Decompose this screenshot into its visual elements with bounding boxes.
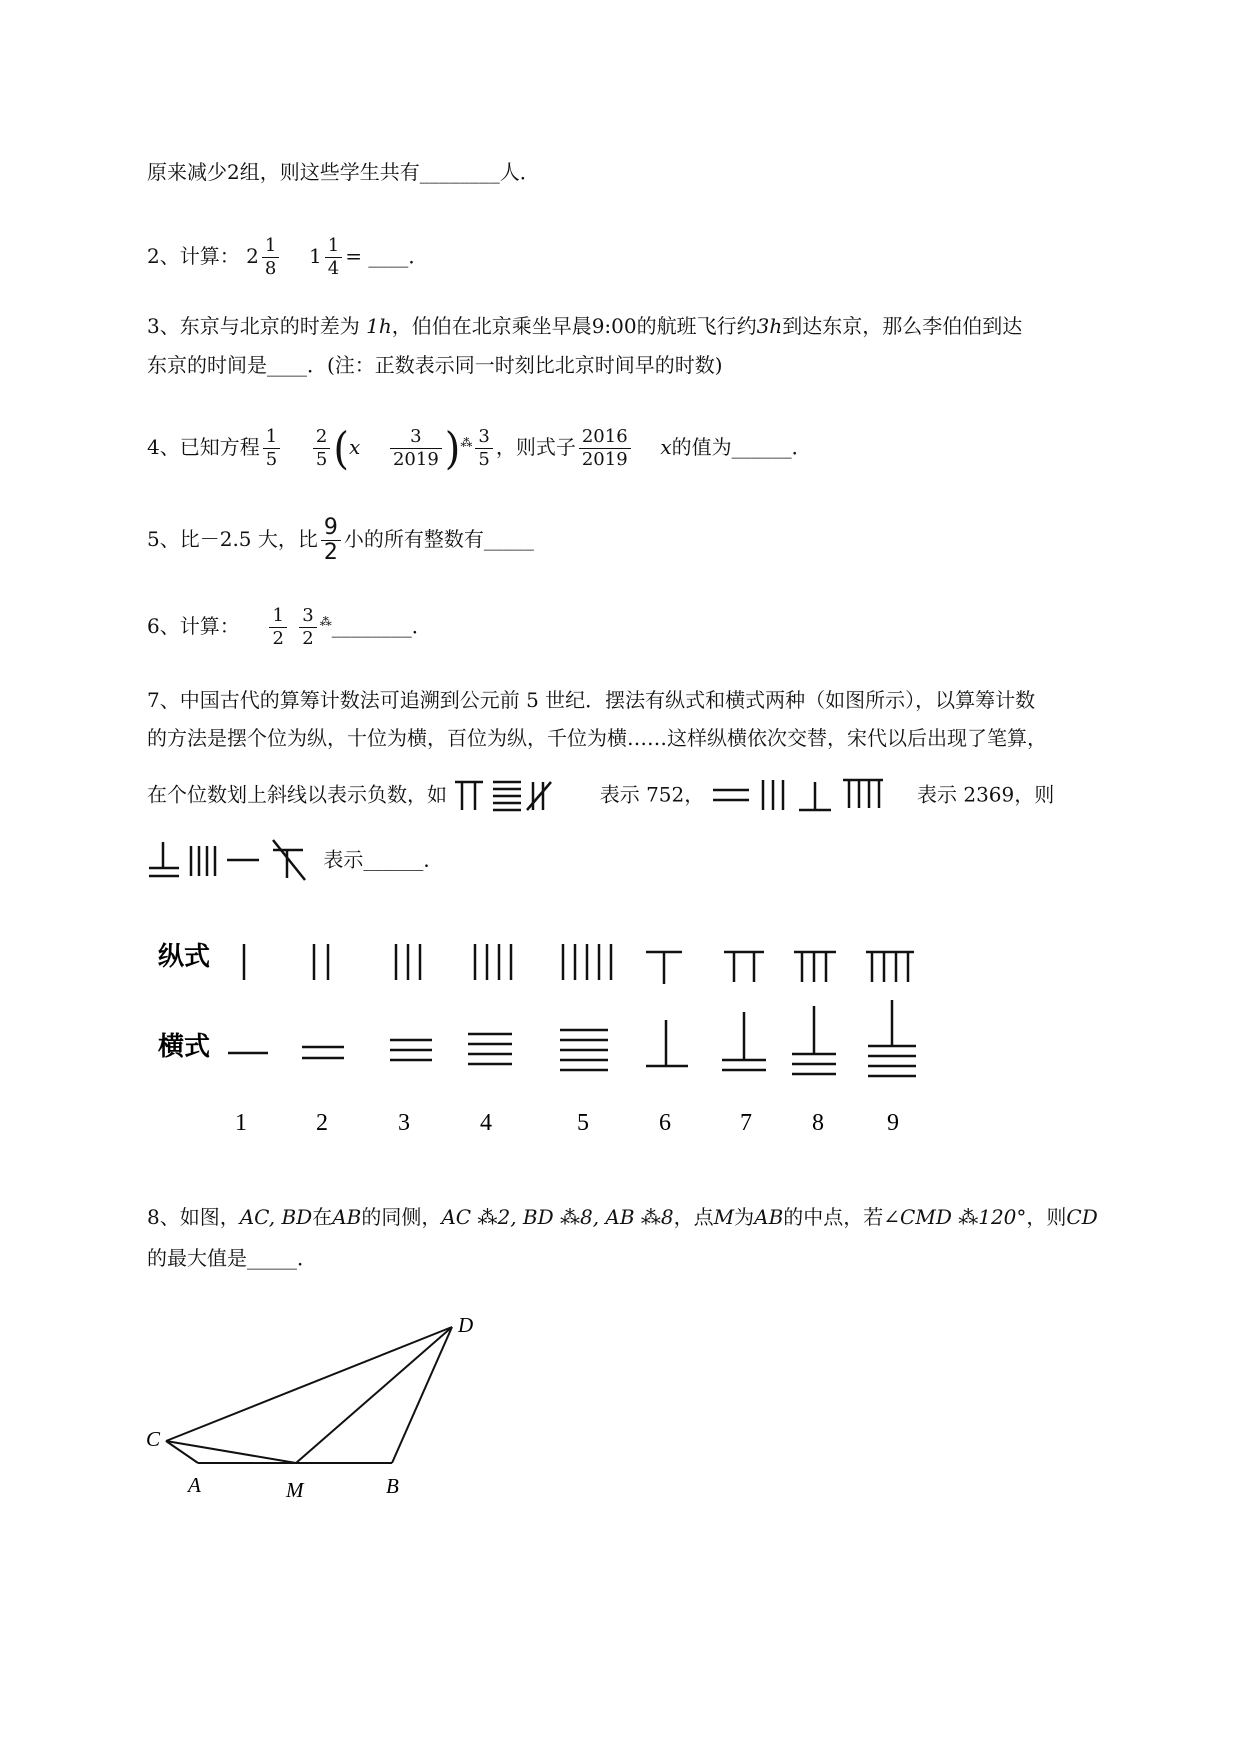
q8-angle: ∠CMD ⁂120°	[883, 1205, 1027, 1229]
digit-label: 6	[659, 1110, 671, 1136]
q3-answer-blank[interactable]: ____	[267, 353, 307, 377]
q5-line: 5、比－2.5 大，比 $\frac{9}{2}$ 小的所有整数有_____	[147, 515, 534, 565]
q4-fraction-3: $\frac{3}{2019}$	[390, 426, 442, 471]
rod-numeral-example-2-icon	[711, 776, 911, 816]
horizontal-form-rods	[228, 1000, 916, 1076]
q4-right-paren: )	[444, 423, 461, 474]
q3-line-2: 东京的时间是____．(注：正数表示同一时刻比北京时间早的时数)	[147, 353, 723, 377]
q8-line-2: 的最大值是_____．	[147, 1246, 317, 1270]
q4-left-paren: (	[333, 423, 349, 474]
q4-fraction-2: $\frac{2}{5}$	[313, 426, 330, 471]
q8-conditions: AC ⁂2, BD ⁂8, AB ⁂8	[441, 1205, 674, 1229]
q2-answer-blank[interactable]: ____	[368, 244, 409, 268]
q3-line-1: 3、东京与北京的时差为 1h，伯伯在北京乘坐早晨9:00的航班飞行约3h到达东京，那么李伯伯到达	[147, 314, 1023, 338]
q7-line-1: 7、中国古代的算筹计数法可追溯到公元前 5 世纪．摆法有纵式和横式两种（如图所示），以算筹计数	[147, 688, 1036, 712]
digit-label: 4	[480, 1110, 492, 1136]
q8-answer-blank[interactable]: _____	[247, 1246, 297, 1270]
rod-numeral-question-icon	[147, 838, 317, 884]
point-label-c: C	[146, 1427, 161, 1451]
horizontal-form-label: 横式	[158, 1032, 211, 1062]
point-label-b: B	[386, 1474, 399, 1498]
rod-numerals-figure	[150, 930, 970, 1140]
digit-labels	[235, 1110, 899, 1136]
q2-prefix: 2、计算：	[147, 244, 240, 268]
q7-example-value-1: 752	[646, 782, 685, 807]
digit-label: 7	[740, 1110, 752, 1136]
q2-equals: =	[345, 244, 362, 268]
q1-answer-blank[interactable]: ________	[419, 160, 500, 184]
q2-fraction-2: $\frac{1}{4}$	[325, 235, 342, 280]
q4-line: 4、已知方程 $\frac{1}{5}$ $\frac{2}{5}$ (x $\frac{3}{2019}$ )⁂ $\frac{3}{5}$ ，则式子 $\frac{2016}{2019}$ x的值为______．	[147, 423, 812, 474]
q3-flight-duration: 3h	[756, 314, 783, 338]
digit-label: 2	[316, 1110, 328, 1136]
q2-whole-1: 2	[246, 244, 259, 268]
q4-fraction-4: $\frac{3}{5}$	[475, 426, 492, 471]
digit-label: 1	[235, 1110, 247, 1136]
point-label-m: M	[286, 1478, 304, 1502]
q5-answer-blank[interactable]: _____	[483, 527, 534, 551]
q7-line-3: 在个位数划上斜线以表示负数，如 表示 752， 表示 2369，则	[147, 776, 1054, 816]
digit-label: 8	[812, 1110, 824, 1136]
q7-line-4: 表示______．	[147, 838, 443, 884]
q8-geometry-figure	[140, 1315, 480, 1535]
digit-label: 3	[398, 1110, 410, 1136]
q6-line: 6、计算： $\frac{1}{2}$ $\frac{3}{2}$ ⁂________．	[147, 605, 432, 649]
q1-text-b: 组，则这些学生共有	[239, 160, 420, 184]
q6-fraction-2: $\frac{3}{2}$	[299, 605, 316, 650]
q6-fraction-1: $\frac{1}{2}$	[269, 605, 286, 650]
q3-departure-time: 9:00	[591, 314, 637, 338]
q1-text-a: 原来减少	[147, 160, 227, 184]
q7-answer-blank[interactable]: ______	[363, 847, 424, 872]
q1-text-c: 人．	[499, 160, 540, 184]
point-label-a: A	[188, 1473, 201, 1497]
rod-numeral-example-1-icon	[453, 776, 593, 816]
q2-whole-2: 1	[309, 244, 322, 268]
vertical-form-label: 纵式	[158, 942, 211, 972]
q1-tail-line	[147, 158, 540, 186]
q2-fraction-1: $\frac{1}{8}$	[262, 235, 279, 280]
q1-num: 2	[227, 160, 240, 184]
digit-label: 5	[577, 1110, 589, 1136]
q8-line-1: 8、如图，AC, BD在AB的同侧，AC ⁂2, BD ⁂8, AB ⁂8，点M为AB的中点，若∠CMD ⁂120°，则CD	[147, 1205, 1098, 1229]
q5-fraction: $\frac{9}{2}$	[321, 516, 341, 565]
q2-line: 2、计算： 2 $\frac{1}{8}$ 1 $\frac{1}{4}$ = ____．	[147, 235, 429, 279]
q4-fraction-5: $\frac{2016}{2019}$	[579, 426, 631, 471]
vertical-form-rods	[244, 944, 914, 984]
q7-line-2: 的方法是摆个位为纵，十位为横，百位为纵，千位为横……这样纵横依次交替，宋代以后出现了笔算，	[147, 726, 1047, 750]
q7-example-value-2: 2369	[963, 782, 1015, 807]
digit-label: 9	[887, 1110, 899, 1136]
q6-answer-blank[interactable]: ________	[331, 614, 412, 638]
point-label-d: D	[458, 1315, 474, 1337]
q4-answer-blank[interactable]: ______	[731, 435, 792, 459]
q4-fraction-1: $\frac{1}{5}$	[263, 426, 280, 471]
q3-time-diff: 1h	[366, 314, 392, 338]
